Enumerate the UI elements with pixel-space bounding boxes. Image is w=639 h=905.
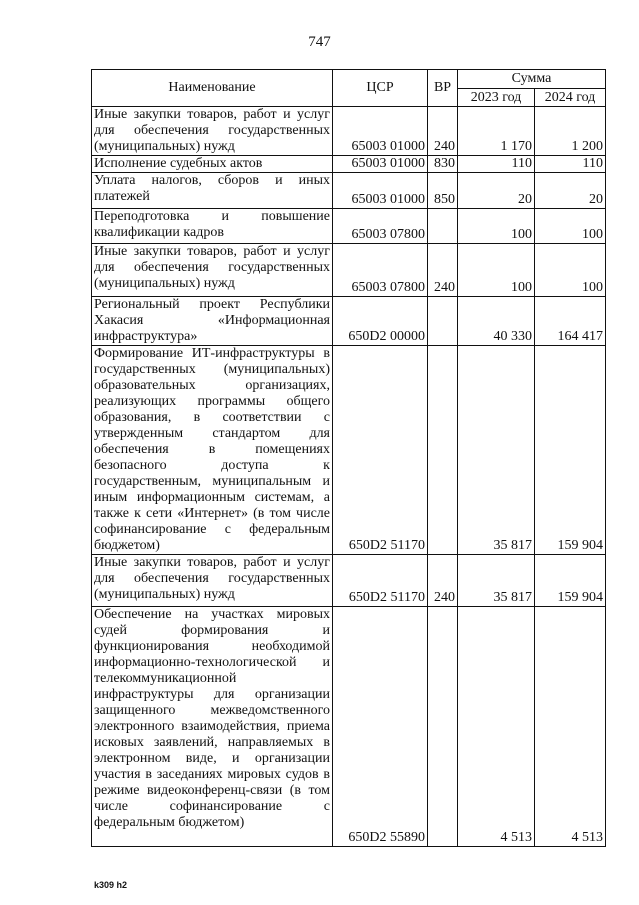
row-name: Формирование ИТ-инфраструктуры в государственных (муниципальных) образовательных организациях, реализующих программы общего образования, в соответствии с утвержденным стандартом для обеспечения в помещениях безопасного доступа к государственным, муниципальным и иным информационным системам, а также к сети «Интернет» (в том числе софинансирование с федеральным бюджетом) <box>92 346 333 555</box>
row-sum-2024: 100 <box>535 244 606 297</box>
row-sum-2024: 4 513 <box>535 607 606 847</box>
row-vr <box>428 297 458 346</box>
header-name: Наименование <box>92 70 333 107</box>
header-vr: ВР <box>428 70 458 107</box>
row-sum-2023: 1 170 <box>458 107 535 156</box>
row-name: Исполнение судебных актов <box>92 156 333 173</box>
page-number: 747 <box>308 34 331 50</box>
row-sum-2023: 100 <box>458 209 535 244</box>
budget-table <box>91 69 606 847</box>
row-vr: 850 <box>428 173 458 209</box>
row-sum-2024: 159 904 <box>535 555 606 607</box>
row-csr: 65003 07800 <box>333 244 428 297</box>
row-sum-2024: 164 417 <box>535 297 606 346</box>
header-year-2023: 2023 год <box>458 89 535 107</box>
row-vr <box>428 209 458 244</box>
table-row <box>92 244 606 297</box>
footer-code: k309 h2 <box>94 880 128 890</box>
row-vr: 240 <box>428 244 458 297</box>
row-csr: 65003 01000 <box>333 173 428 209</box>
row-vr <box>428 346 458 555</box>
header-row-1 <box>92 70 606 89</box>
row-name: Уплата налогов, сборов и иных платежей <box>92 173 333 209</box>
row-vr: 240 <box>428 107 458 156</box>
row-name: Обеспечение на участках мировых судей формирования и функционирования необходимой информационно-технологической и телекоммуникационной инфраструктуры для организации защищенного межведомственного электронного взаимодействия, приема исковых заявлений, направляемых в электронном виде, и организации участия в заседаниях мировых судов в режиме видеоконференц-связи (в том числе софинансирование с федеральным бюджетом) <box>92 607 333 847</box>
row-sum-2023: 35 817 <box>458 346 535 555</box>
row-sum-2023: 20 <box>458 173 535 209</box>
row-name: Иные закупки товаров, работ и услуг для обеспечения государственных (муниципальных) нужд <box>92 107 333 156</box>
row-sum-2023: 110 <box>458 156 535 173</box>
table-row <box>92 173 606 209</box>
row-sum-2024: 159 904 <box>535 346 606 555</box>
row-sum-2024: 20 <box>535 173 606 209</box>
header-year-2024: 2024 год <box>535 89 606 107</box>
table-row <box>92 107 606 156</box>
row-name: Иные закупки товаров, работ и услуг для обеспечения государственных (муниципальных) нужд <box>92 244 333 297</box>
row-sum-2024: 110 <box>535 156 606 173</box>
row-sum-2023: 40 330 <box>458 297 535 346</box>
row-name: Региональный проект Республики Хакасия «Информационная инфраструктура» <box>92 297 333 346</box>
row-csr: 65003 07800 <box>333 209 428 244</box>
row-sum-2024: 1 200 <box>535 107 606 156</box>
row-sum-2024: 100 <box>535 209 606 244</box>
row-csr: 650D2 55890 <box>333 607 428 847</box>
row-vr: 830 <box>428 156 458 173</box>
row-name: Иные закупки товаров, работ и услуг для обеспечения государственных (муниципальных) нужд <box>92 555 333 607</box>
table-row <box>92 555 606 607</box>
row-csr: 650D2 00000 <box>333 297 428 346</box>
row-sum-2023: 4 513 <box>458 607 535 847</box>
table-row <box>92 209 606 244</box>
table-row <box>92 156 606 173</box>
row-csr: 650D2 51170 <box>333 555 428 607</box>
row-vr: 240 <box>428 555 458 607</box>
row-name: Переподготовка и повышение квалификации кадров <box>92 209 333 244</box>
header-csr: ЦСР <box>333 70 428 107</box>
row-sum-2023: 100 <box>458 244 535 297</box>
header-sum: Сумма <box>458 70 606 89</box>
row-vr <box>428 607 458 847</box>
row-csr: 650D2 51170 <box>333 346 428 555</box>
row-sum-2023: 35 817 <box>458 555 535 607</box>
table-row <box>92 346 606 555</box>
row-csr: 65003 01000 <box>333 156 428 173</box>
table-row <box>92 607 606 847</box>
table-row <box>92 297 606 346</box>
row-csr: 65003 01000 <box>333 107 428 156</box>
